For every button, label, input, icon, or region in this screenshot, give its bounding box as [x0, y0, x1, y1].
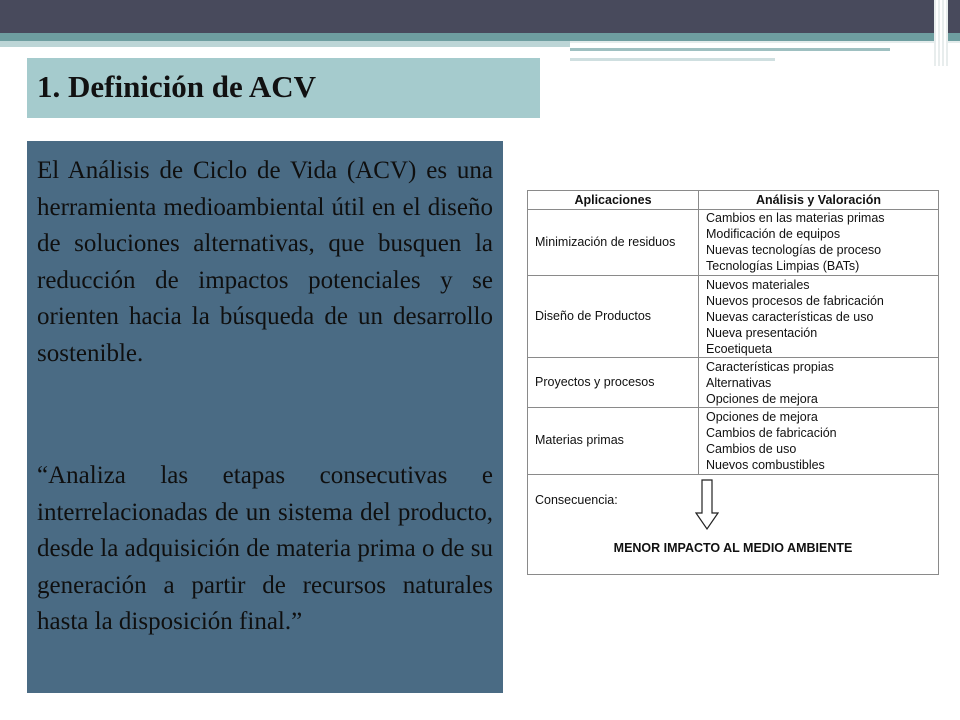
analysis-list: [706, 277, 884, 357]
slide-title: 1. Definición de ACV: [37, 69, 316, 104]
analysis-list: [706, 210, 885, 274]
application-label: Materias primas: [535, 433, 624, 447]
consequence-result: MENOR IMPACTO AL MEDIO AMBIENTE: [613, 541, 853, 555]
decorative-stripes: [934, 0, 948, 66]
list-item: Opciones de mejora: [706, 392, 818, 406]
row-divider: [528, 275, 938, 276]
body-text-panel: [27, 141, 503, 693]
top-accent-bar: [0, 33, 960, 41]
list-item: Nuevos combustibles: [706, 458, 825, 472]
list-item: Cambios de uso: [706, 442, 797, 456]
decorative-line: [570, 58, 775, 61]
row-divider: [528, 474, 938, 475]
list-item: Nuevas tecnologías de proceso: [706, 243, 882, 257]
list-item: Ecoetiqueta: [706, 342, 773, 356]
list-item: Nuevos procesos de fabricación: [706, 294, 884, 308]
header-applications: Aplicaciones: [574, 193, 652, 207]
list-item: Características propias: [706, 360, 834, 374]
application-label: Diseño de Productos: [535, 309, 652, 323]
decorative-line: [570, 48, 890, 51]
list-item: Cambios de fabricación: [706, 426, 837, 440]
analysis-list: [706, 359, 834, 407]
consequence-label: Consecuencia:: [535, 493, 618, 507]
quote-paragraph: “Analiza las etapas consecutivas e interrelacionadas de un sistema del producto, desde la adquisición de materia prima o de su generación a partir de recursos naturales hasta la disposición final.”: [37, 462, 493, 635]
decorative-line: [570, 41, 960, 43]
header-analysis: Análisis y Valoración: [755, 193, 882, 207]
list-item: Opciones de mejora: [706, 410, 818, 424]
list-item: Nuevos materiales: [706, 278, 810, 292]
analysis-list: [706, 409, 837, 473]
list-item: Tecnologías Limpias (BATs): [706, 259, 860, 273]
decorative-line: [0, 41, 570, 47]
top-banner: [0, 0, 960, 33]
row-divider: [528, 357, 938, 358]
applications-table: [527, 190, 939, 575]
down-arrow-icon: [695, 479, 719, 531]
column-divider: [698, 191, 699, 474]
list-item: Nuevas características de uso: [706, 310, 874, 324]
application-label: Minimización de residuos: [535, 235, 676, 249]
definition-paragraph: El Análisis de Ciclo de Vida (ACV) es una herramienta medioambiental útil en el diseño de soluciones alternativas, que busquen la reducción de impactos potenciales y se orienten hacia la búsqueda de un desarrollo sostenible.: [37, 157, 493, 367]
list-item: Alternativas: [706, 376, 772, 390]
list-item: Cambios en las materias primas: [706, 211, 885, 225]
title-box: [27, 58, 540, 118]
row-divider: [528, 407, 938, 408]
list-item: Nueva presentación: [706, 326, 818, 340]
list-item: Modificación de equipos: [706, 227, 841, 241]
application-label: Proyectos y procesos: [535, 375, 655, 389]
